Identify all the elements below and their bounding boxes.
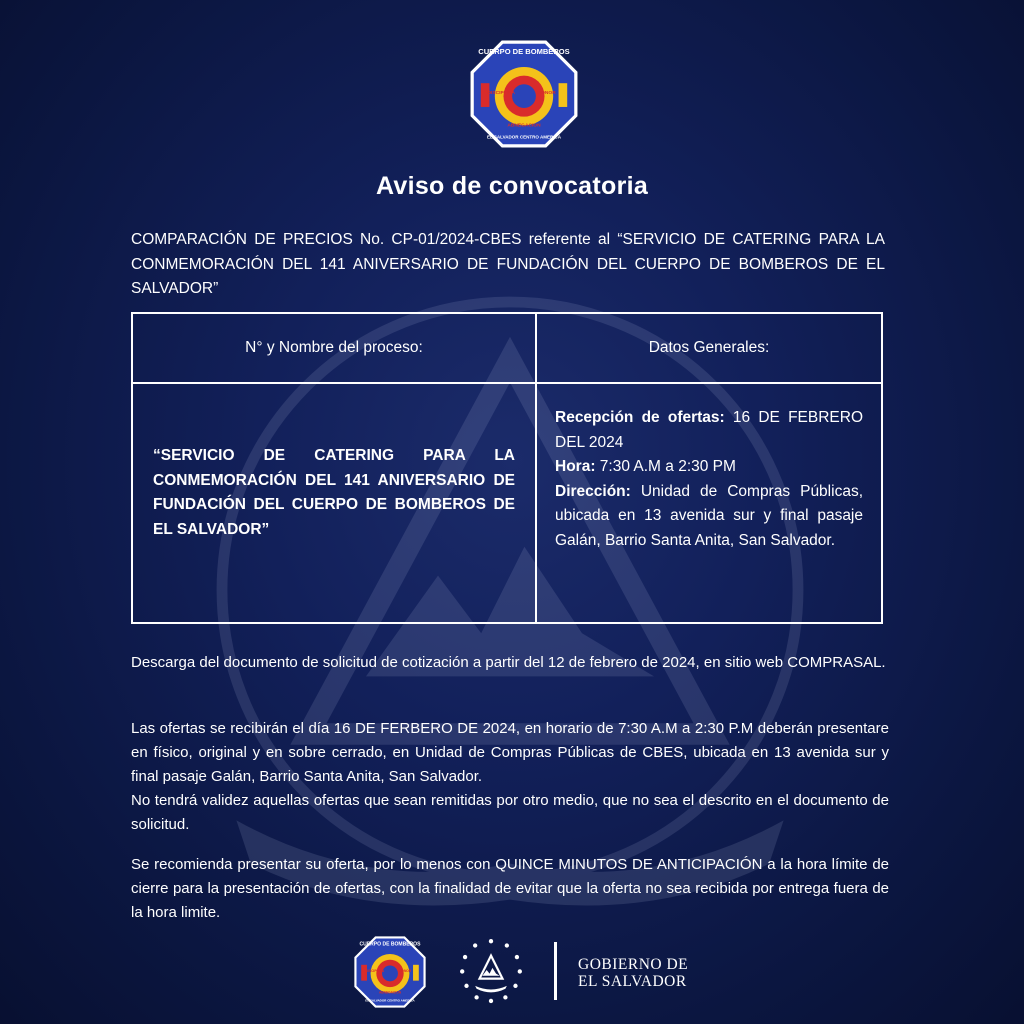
el-salvador-seal-icon	[455, 934, 527, 1006]
emblem-motto-left: DISCIPLINA	[487, 91, 516, 96]
emblem-motto-bottom: ABNEGACION	[507, 123, 541, 129]
gobierno-logo-text	[578, 956, 738, 990]
emblem-motto-right: HONOR	[537, 91, 556, 96]
intro-text: COMPARACIÓN DE PRECIOS No. CP-01/2024-CBES referente al “SERVICIO DE CATERING PARA LA CONMEMORACIÓN DEL 141 ANIVERSARIO DE FUNDACIÓN DEL CUERPO DE BOMBEROS DE EL SALVADOR”	[131, 231, 885, 297]
address-value: Unidad de Compras Públicas, ubicada en 13 avenida sur y final pasaje Galán, Barrio Santa Anita, San Salvador.	[555, 482, 863, 549]
gov-line-2: EL SALVADOR	[578, 973, 687, 990]
page-title: Aviso de convocatoria	[375, 172, 649, 200]
offers-text-2: No tendrá validez aquellas ofertas que sean remitidas por otro medio, que no sea el descrito en el documento de solicitud.	[131, 792, 889, 833]
process-table	[131, 312, 883, 624]
footer	[0, 934, 1024, 1006]
footer-emblem-motto-left: DISCIPLINA	[365, 969, 385, 973]
reception-value: 16 DE FEBRERO DEL 2024	[555, 409, 863, 451]
hour-value: 7:30 A.M a 2:30 PM	[595, 458, 736, 475]
footer-bomberos-emblem	[354, 936, 426, 1008]
footer-divider	[554, 942, 557, 1000]
hour-label: Hora:	[555, 458, 596, 475]
gov-line-1: GOBIERNO DE	[578, 956, 689, 973]
recommendation-paragraph: Se recomienda presentar su oferta, por lo menos con QUINCE MINUTOS DE ANTICIPACIÓN a la hora límite de cierre para la presentación de ofertas, con la finalidad de evitar que la oferta no sea recibida por entrega fuera de la hora limite.	[131, 856, 889, 921]
bomberos-emblem	[470, 40, 578, 148]
emblem-top-text: CUERPO DE BOMBEROS	[478, 47, 570, 57]
table-divider-horizontal	[133, 382, 881, 384]
general-data	[555, 406, 863, 553]
table-header-general: Datos Generales:	[648, 339, 770, 356]
footer-emblem-bottom-text: EL SALVADOR CENTRO AMERICA	[365, 998, 415, 1003]
address-label: Dirección:	[555, 482, 631, 500]
table-header-process: N° y Nombre del proceso:	[245, 339, 423, 356]
offers-paragraph	[131, 717, 889, 837]
footer-emblem-top-text: CUERPO DE BOMBEROS	[359, 941, 421, 948]
process-name: “SERVICIO DE CATERING PARA LA CONMEMORACIÓN DEL 141 ANIVERSARIO DE FUNDACIÓN DEL CUERPO DE BOMBEROS DE EL SALVADOR”	[153, 447, 515, 538]
reception-label: Recepción de ofertas:	[555, 409, 725, 426]
offers-text-1: Las ofertas se recibirán el día 16 DE FERBERO DE 2024, en horario de 7:30 A.M a 2:30 P.M deberán presentare en físico, original y en sobre cerrado, en Unidad de Compras Públicas de CBES, ubicada en 13 avenida sur y final pasaje Galán, Barrio Santa Anita, San Salvador.	[131, 720, 889, 785]
footer-emblem-motto-bottom: ABNEGACION	[378, 990, 402, 995]
emblem-bottom-text: EL SALVADOR CENTRO AMERICA	[486, 134, 562, 140]
download-paragraph: Descarga del documento de solicitud de cotización a partir del 12 de febrero de 2024, en sitio web COMPRASAL.	[131, 654, 886, 671]
footer-emblem-motto-right: HONOR	[399, 969, 412, 973]
